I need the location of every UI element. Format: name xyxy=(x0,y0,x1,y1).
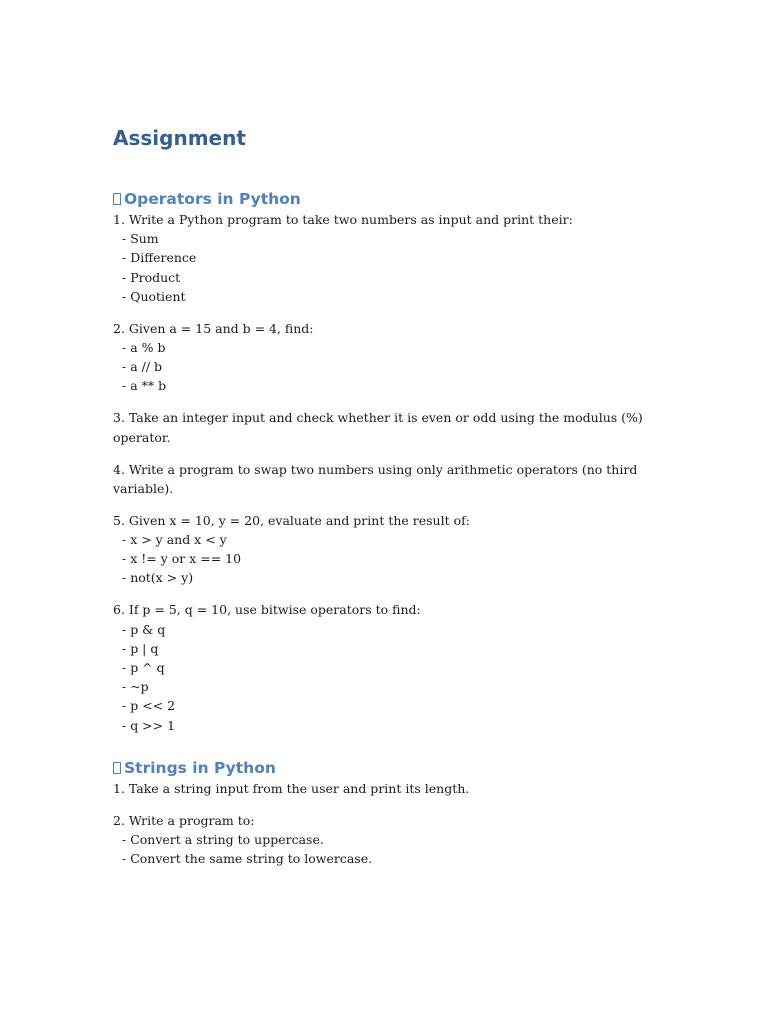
question-text: 1. Write a Python program to take two numbers as input and print their: xyxy=(113,212,573,227)
question-item xyxy=(113,600,673,734)
question-text: variable). xyxy=(113,480,174,496)
question-subitem: - p & q xyxy=(122,621,166,637)
question-text: 2. Write a program to: xyxy=(113,812,255,828)
question-subitem: - Product xyxy=(122,269,181,285)
question-subitem: - ~p xyxy=(122,679,149,695)
question-list xyxy=(113,210,673,735)
question-subitem: - a ** b xyxy=(122,378,167,394)
question-text: 1. Take a string input from the user and print its length. xyxy=(113,780,470,796)
question-subitem: - x > y and x < y xyxy=(122,532,227,548)
question-text: 5. Given x = 10, y = 20, evaluate and print the result of: xyxy=(113,512,470,528)
question-text: 4. Write a program to swap two numbers using only arithmetic operators (no third xyxy=(113,461,638,477)
question-subitem: - p | q xyxy=(122,640,159,656)
missing-glyph-icon xyxy=(113,193,121,205)
document-title: Assignment xyxy=(113,126,246,150)
question-subitem: - Convert a string to uppercase. xyxy=(122,832,324,848)
question-text: 2. Given a = 15 and b = 4, find: xyxy=(113,320,314,336)
section-heading-text: Operators in Python xyxy=(124,190,301,208)
question-subitem: - Quotient xyxy=(122,288,186,304)
question-item xyxy=(113,511,673,588)
section-operators xyxy=(113,188,673,735)
question-item xyxy=(113,210,673,306)
question-text: operator. xyxy=(113,429,171,445)
question-item xyxy=(113,408,673,446)
question-subitem: - x != y or x == 10 xyxy=(122,551,242,567)
section-heading-text: Strings in Python xyxy=(124,758,276,777)
question-item xyxy=(113,779,673,798)
section-heading xyxy=(113,757,673,779)
question-item xyxy=(113,460,673,498)
question-subitem: - Sum xyxy=(122,231,159,247)
section-strings xyxy=(113,757,673,869)
question-subitem: - p ^ q xyxy=(122,660,165,676)
question-subitem: - Difference xyxy=(122,250,197,266)
question-text: 6. If p = 5, q = 10, use bitwise operators to find: xyxy=(113,602,421,618)
section-heading xyxy=(113,188,673,210)
missing-glyph-icon xyxy=(113,762,121,774)
question-item xyxy=(113,319,673,396)
question-subitem: - not(x > y) xyxy=(122,570,194,586)
question-subitem: - a // b xyxy=(122,359,163,375)
question-subitem: - q >> 1 xyxy=(122,717,176,733)
question-text: 3. Take an integer input and check whether it is even or odd using the modulus (%) xyxy=(113,410,643,426)
question-item xyxy=(113,811,673,869)
question-subitem: - a % b xyxy=(122,340,166,356)
question-list xyxy=(113,779,673,869)
document-content xyxy=(113,124,673,881)
question-subitem: - Convert the same string to lowercase. xyxy=(122,851,373,867)
question-subitem: - p << 2 xyxy=(122,698,176,714)
